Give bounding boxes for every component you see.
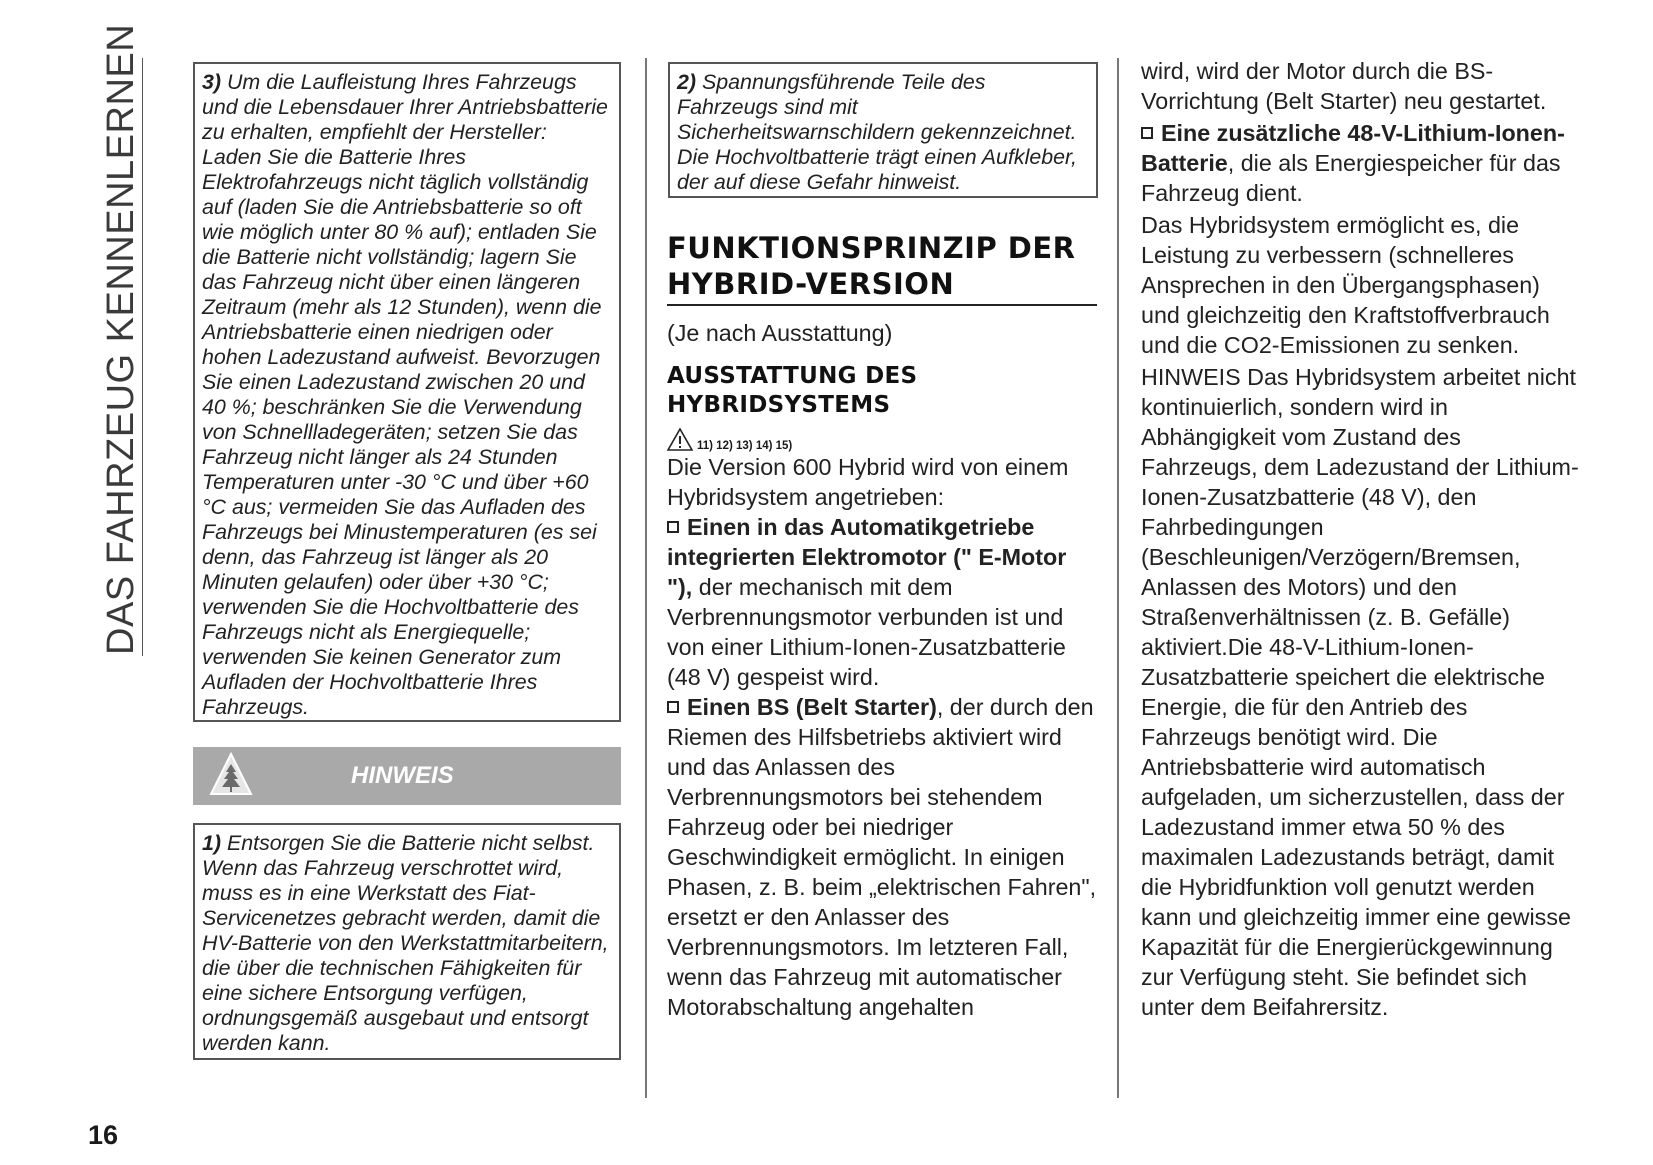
note-1-paragraph: [202, 831, 612, 1056]
note-number: 1): [202, 831, 222, 855]
checkbox-bullet-icon: [1141, 127, 1153, 139]
column-divider: [1117, 58, 1119, 1098]
system-paragraph: Das Hybridsystem ermöglicht es, die Leistung zu verbessern (schnelleres Ansprechen in den Übergangsphasen) und gleichzeitig den Kraftstoffverbrauch und die CO2-Emissionen zu senken.: [1141, 212, 1550, 358]
note-box-2: [668, 62, 1098, 198]
list-item: [667, 512, 1097, 692]
chapter-title: DAS FAHRZEUG KENNENLERNEN: [100, 23, 142, 655]
list-item-title: Einen in das Automatikgetriebe integrierten Elektromotor (" E-Motor "),: [667, 514, 1067, 600]
note-2-paragraph: [677, 70, 1089, 195]
hinweis-banner: [193, 747, 621, 805]
list-item-title: Einen BS (Belt Starter): [687, 694, 937, 720]
section-body: [667, 452, 1097, 1022]
list-item-title: Eine zusätzliche 48-V-Lithium-Ionen-Batterie: [1141, 120, 1565, 176]
checkbox-bullet-icon: [667, 701, 679, 713]
column-divider: [645, 58, 647, 1098]
warning-triangle-icon: [667, 428, 693, 452]
list-item: [667, 692, 1097, 1022]
list-item-text: , die als Energiespeicher für das Fahrzeug dient.: [1141, 150, 1561, 206]
availability-note: (Je nach Ausstattung): [667, 320, 893, 346]
page-number: 16: [88, 1120, 119, 1150]
continuation-paragraph: wird, wird der Motor durch die BS-Vorrichtung (Belt Starter) neu gestartet.: [1141, 58, 1547, 114]
note-box-1: [193, 823, 621, 1060]
intro-paragraph: Die Version 600 Hybrid wird von einem Hybridsystem angetrieben:: [667, 454, 1069, 510]
chapter-divider: [142, 58, 143, 656]
note-text: Spannungsführende Teile des Fahrzeugs sind mit Sicherheitswarnschildern gekennzeichnet. Die Hochvoltbatterie trägt einen Aufkleber, der auf diese Gefahr hinweist.: [677, 70, 1077, 194]
right-column: [1141, 56, 1581, 1024]
note-text: Entsorgen Sie die Batterie nicht selbst. Wenn das Fahrzeug verschrottet wird, muss es in eine Werkstatt des Fiat-Servicenetzes gebracht werden, damit die HV-Batterie von den Werkstattmitarbeitern, die über die technischen Fähigkeiten für eine sichere Entsorgung verfügen, ordnungsgemäß ausgebaut und entsorgt werden kann.: [202, 831, 609, 1055]
section-heading: FUNKTIONSPRINZIP DER HYBRID-VERSION: [667, 231, 1076, 301]
note-box-3: [193, 62, 621, 722]
note-text: Um die Laufleistung Ihres Fahrzeugs und die Lebensdauer Ihrer Antriebsbatterie zu erhalten, empfiehlt der Hersteller: Laden Sie die Batterie Ihres Elektrofahrzeugs nicht täglich vollständig auf (laden Sie die Antriebsbatterie so oft wie möglich unter 80 % auf); entladen Sie die Batterie nicht vollständig; lagern Sie das Fahrzeug nicht über einen längeren Zeitraum (mehr als 12 Stunden), wenn die Antriebsbatterie einen niedrigen oder hohen Ladezustand aufweist. Bevorzugen Sie einen Ladezustand zwischen 20 und 40 %; beschränken Sie die Verwendung von Schnellladegeräten; setzen Sie das Fahrzeug nicht länger als 24 Stunden Temperaturen unter -30 °C und über +60 °C aus; vermeiden Sie das Aufladen des Fahrzeugs bei Minustemperaturen (es sei denn, das Fahrzeug ist länger als 20 Minuten gelaufen) oder über +30 °C; verwenden Sie die Hochvoltbatterie des Fahrzeugs nicht als Energiequelle; verwenden Sie keinen Generator zum Aufladen der Hochvoltbatterie Ihres Fahrzeugs.: [202, 70, 608, 719]
subsection-heading: AUSSTATTUNG DES HYBRIDSYSTEMS: [667, 363, 918, 418]
main-column: [667, 230, 1097, 1022]
list-item: [1141, 118, 1581, 208]
list-item-text: der mechanisch mit dem Verbrennungsmotor verbunden ist und von einer Lithium-Ionen-Zusatzbatterie (48 V) gespeist wird.: [667, 574, 1066, 690]
heading-rule: [667, 304, 1097, 306]
list-item-text: , der durch den Riemen des Hilfsbetriebs aktiviert wird und das Anlassen des Verbrennungsmotors bei stehendem Fahrzeug oder bei niedriger Geschwindigkeit ermöglicht. In einigen Phasen, z. B. beim „elektrischen Fahren", ersetzt er den Anlasser des Verbrennungsmotors. Im letzteren Fall, wenn das Fahrzeug mit automatischer Motorabschaltung angehalten: [667, 694, 1097, 1020]
environment-tree-icon: [209, 752, 253, 800]
note-3-paragraph: [202, 70, 612, 720]
hinweis-label: HINWEIS: [351, 762, 454, 789]
warning-references: [667, 424, 1097, 452]
note-number: 2): [677, 70, 697, 94]
checkbox-bullet-icon: [667, 521, 679, 533]
note-number: 3): [202, 70, 222, 94]
hinweis-paragraph: HINWEIS Das Hybridsystem arbeitet nicht kontinuierlich, sondern wird in Abhängigkeit vom Zustand des Fahrzeugs, dem Ladezustand der Lithium-Ionen-Zusatzbatterie (48 V), den Fahrbedingungen (Beschleunigen/Verzögern/Bremsen, Anlassen des Motors) und den Straßenverhältnissen (z. B. Gefälle) aktiviert.Die 48-V-Lithium-Ionen-Zusatzbatterie speichert die elektrische Energie, die für den Antrieb des Fahrzeugs benötigt wird. Die Antriebsbatterie wird automatisch aufgeladen, um sicherzustellen, dass der Ladezustand immer etwa 50 % des maximalen Ladezustands beträgt, damit die Hybridfunktion voll genutzt werden kann und gleichzeitig immer eine gewisse Kapazität für die Energierückgewinnung zur Verfügung steht. Sie befindet sich unter dem Beifahrersitz.: [1141, 364, 1579, 1020]
warning-refs-text: 11) 12) 13) 14) 15): [697, 440, 793, 452]
